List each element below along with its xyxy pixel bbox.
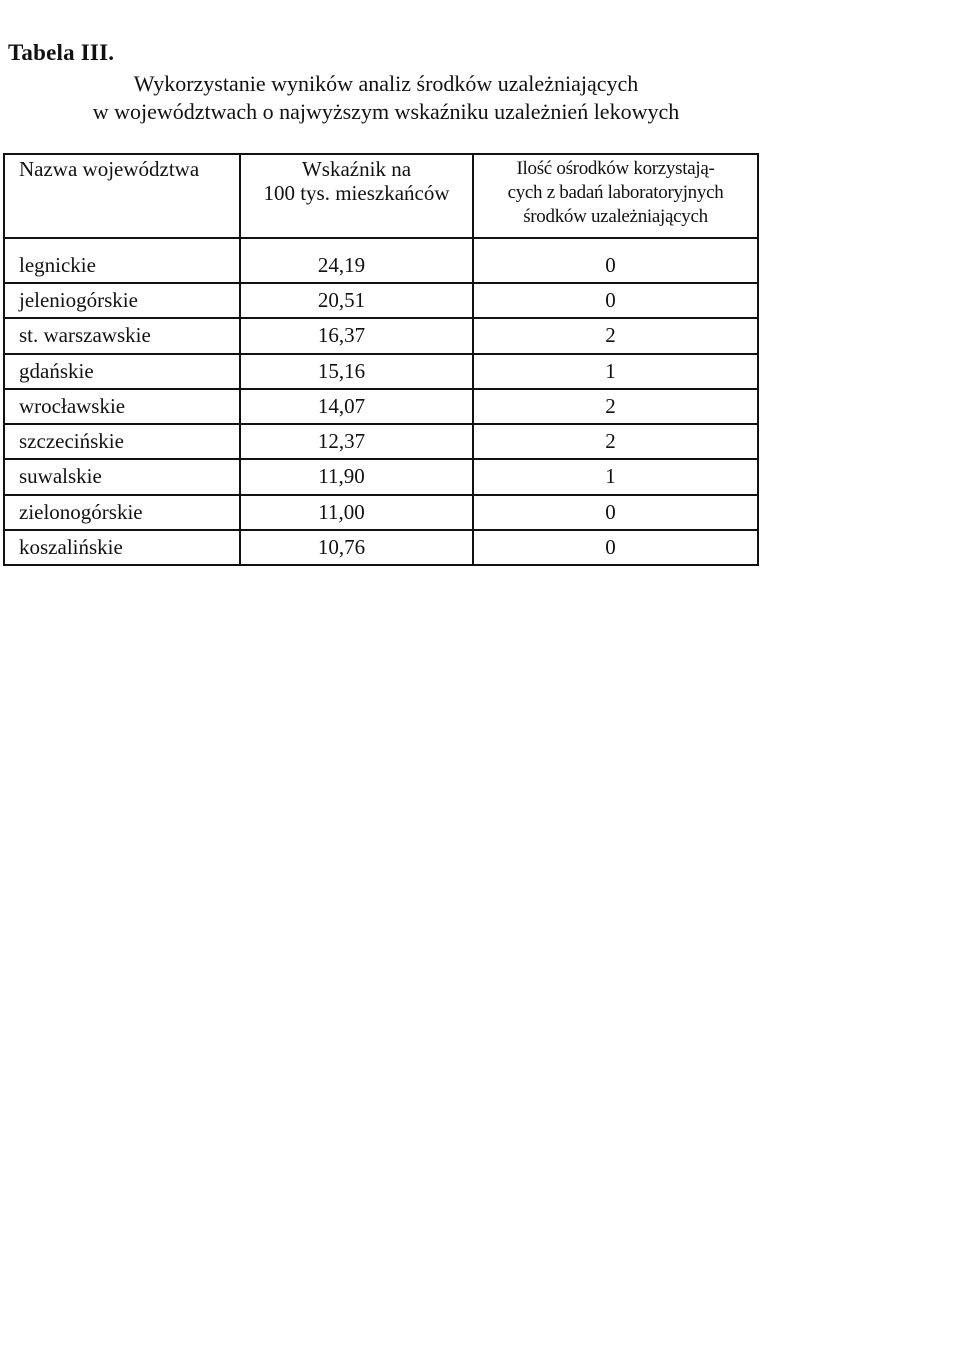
header-rate [240,154,473,238]
table-row [4,389,758,424]
cell-name: suwalskie [4,459,240,494]
cell-rate: 20,51 [240,283,473,318]
cell-count: 2 [473,424,758,459]
cell-name: gdańskie [4,354,240,389]
cell-rate: 16,37 [240,318,473,353]
cell-rate: 12,37 [240,424,473,459]
cell-rate: 14,07 [240,389,473,424]
table-row [4,495,758,530]
cell-rate: 10,76 [240,530,473,565]
cell-count: 0 [473,495,758,530]
table-row [4,318,758,353]
table-label: Tabela III. [8,40,115,65]
header-count-line: Ilość ośrodków korzystają- [516,158,715,179]
table-caption [16,70,756,126]
header-count-line: środków uzależniających [523,206,708,227]
cell-rate: 11,90 [240,459,473,494]
header-rate-line: Wskaźnik na [301,157,412,181]
cell-count: 1 [473,354,758,389]
table-row [4,354,758,389]
table-row [4,424,758,459]
voivodeship-table [3,153,759,566]
cell-name: legnickie [4,238,240,283]
cell-count: 0 [473,283,758,318]
cell-name: zielonogórskie [4,495,240,530]
cell-count: 0 [605,535,616,560]
header-rate-line: 100 tys. mieszkańców [263,181,450,205]
cell-rate: 15,16 [240,354,473,389]
cell-name: koszalińskie [4,530,240,565]
cell-count: 2 [473,318,758,353]
header-row [4,154,758,238]
cell-count: 2 [473,389,758,424]
cell-name: jeleniogórskie [4,283,240,318]
table-row [4,283,758,318]
header-voivodeship-name: Nazwa województwa [4,154,240,238]
cell-count: 1 [473,459,758,494]
cell-name: wrocławskie [4,389,240,424]
table-row [4,459,758,494]
caption-line: Wykorzystanie wyników analiz środków uzależniających [133,71,639,96]
header-center-count [473,154,758,238]
cell-count: 0 [473,238,758,283]
cell-rate: 11,00 [240,495,473,530]
table-row [4,238,758,283]
cell-name: st. warszawskie [4,318,240,353]
caption-line: w województwach o najwyższym wskaźniku uzależnień lekowych [92,99,680,124]
cell-rate: 24,19 [240,238,473,283]
table-row [4,530,758,565]
header-count-line: cych z badań laboratoryjnych [507,182,724,203]
cell-name: szczecińskie [4,424,240,459]
